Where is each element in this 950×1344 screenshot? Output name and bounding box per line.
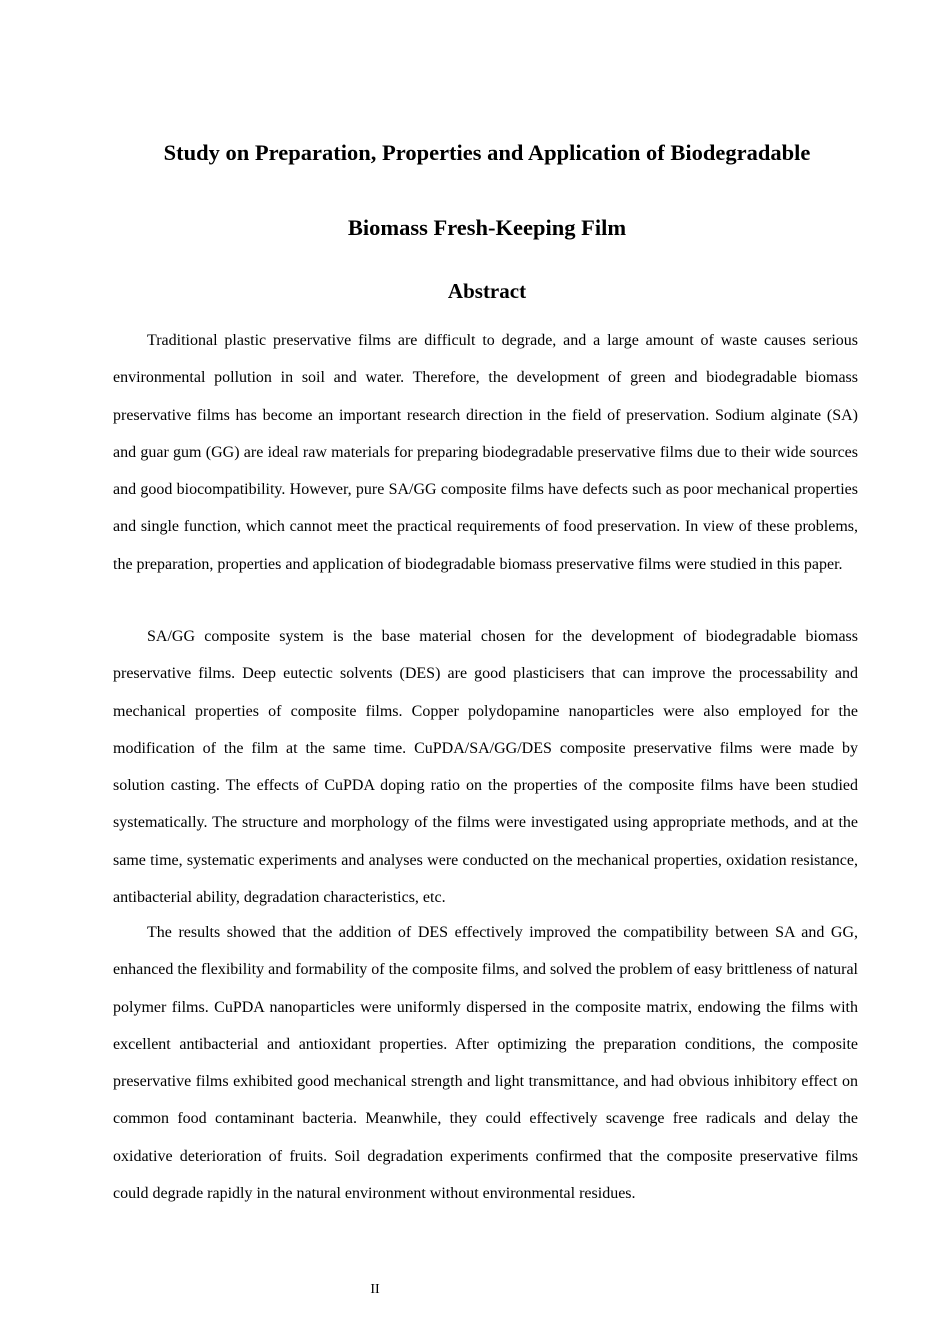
document-title-line-2: Biomass Fresh-Keeping Film <box>347 215 627 240</box>
abstract-heading: Abstract <box>447 279 527 303</box>
abstract-paragraph-1: Traditional plastic preservative films are difficult to degrade, and a large amount of waste causes serious environmental pollution in soil and water. Therefore, the development of green and biodegradable biomass preservative films has become an important research direction in the field of preservation. Sodium alginate (SA) and guar gum (GG) are ideal raw materials for preparing biodegradable preservative films due to their wide sources and good biocompatibility. However, pure SA/GG composite films have defects such as poor mechanical properties and single function, which cannot meet the practical requirements of food preservation. In view of these problems, the preparation, properties and application of biodegradable biomass preservative films were studied in this paper. <box>113 332 858 573</box>
abstract-paragraph-2: SA/GG composite system is the base material chosen for the development of biodegradable biomass preservative films. Deep eutectic solvents (DES) are good plasticisers that can improve the processability and mechanical properties of composite films. Copper polydopamine nanoparticles were also employed for the modification of the film at the same time. CuPDA/SA/GG/DES composite preservative films were made by solution casting. The effects of CuPDA doping ratio on the properties of the composite films have been studied systematically. The structure and morphology of the films were investigated using appropriate methods, and at the same time, systematic experiments and analyses were conducted on the mechanical properties, oxidation resistance, antibacterial ability, degradation characteristics, etc. <box>113 628 858 907</box>
page-number: II <box>370 1282 380 1297</box>
abstract-paragraph-2-block <box>113 618 858 916</box>
abstract-paragraph-1-block <box>113 322 858 583</box>
document-title-line-1: Study on Preparation, Properties and Application of Biodegradable <box>163 140 811 165</box>
abstract-paragraph-3-block <box>113 914 858 1212</box>
abstract-paragraph-3: The results showed that the addition of DES effectively improved the compatibility between SA and GG, enhanced the flexibility and formability of the composite films, and solved the problem of easy brittleness of natural polymer films. CuPDA nanoparticles were uniformly dispersed in the composite matrix, endowing the films with excellent antibacterial and antioxidant properties. After optimizing the preparation conditions, the composite preservative films exhibited good mechanical strength and light transmittance, and had obvious inhibitory effect on common food contaminant bacteria. Meanwhile, they could effectively scavenge free radicals and delay the oxidative deterioration of fruits. Soil degradation experiments confirmed that the composite preservative films could degrade rapidly in the natural environment without environmental residues. <box>113 924 858 1203</box>
